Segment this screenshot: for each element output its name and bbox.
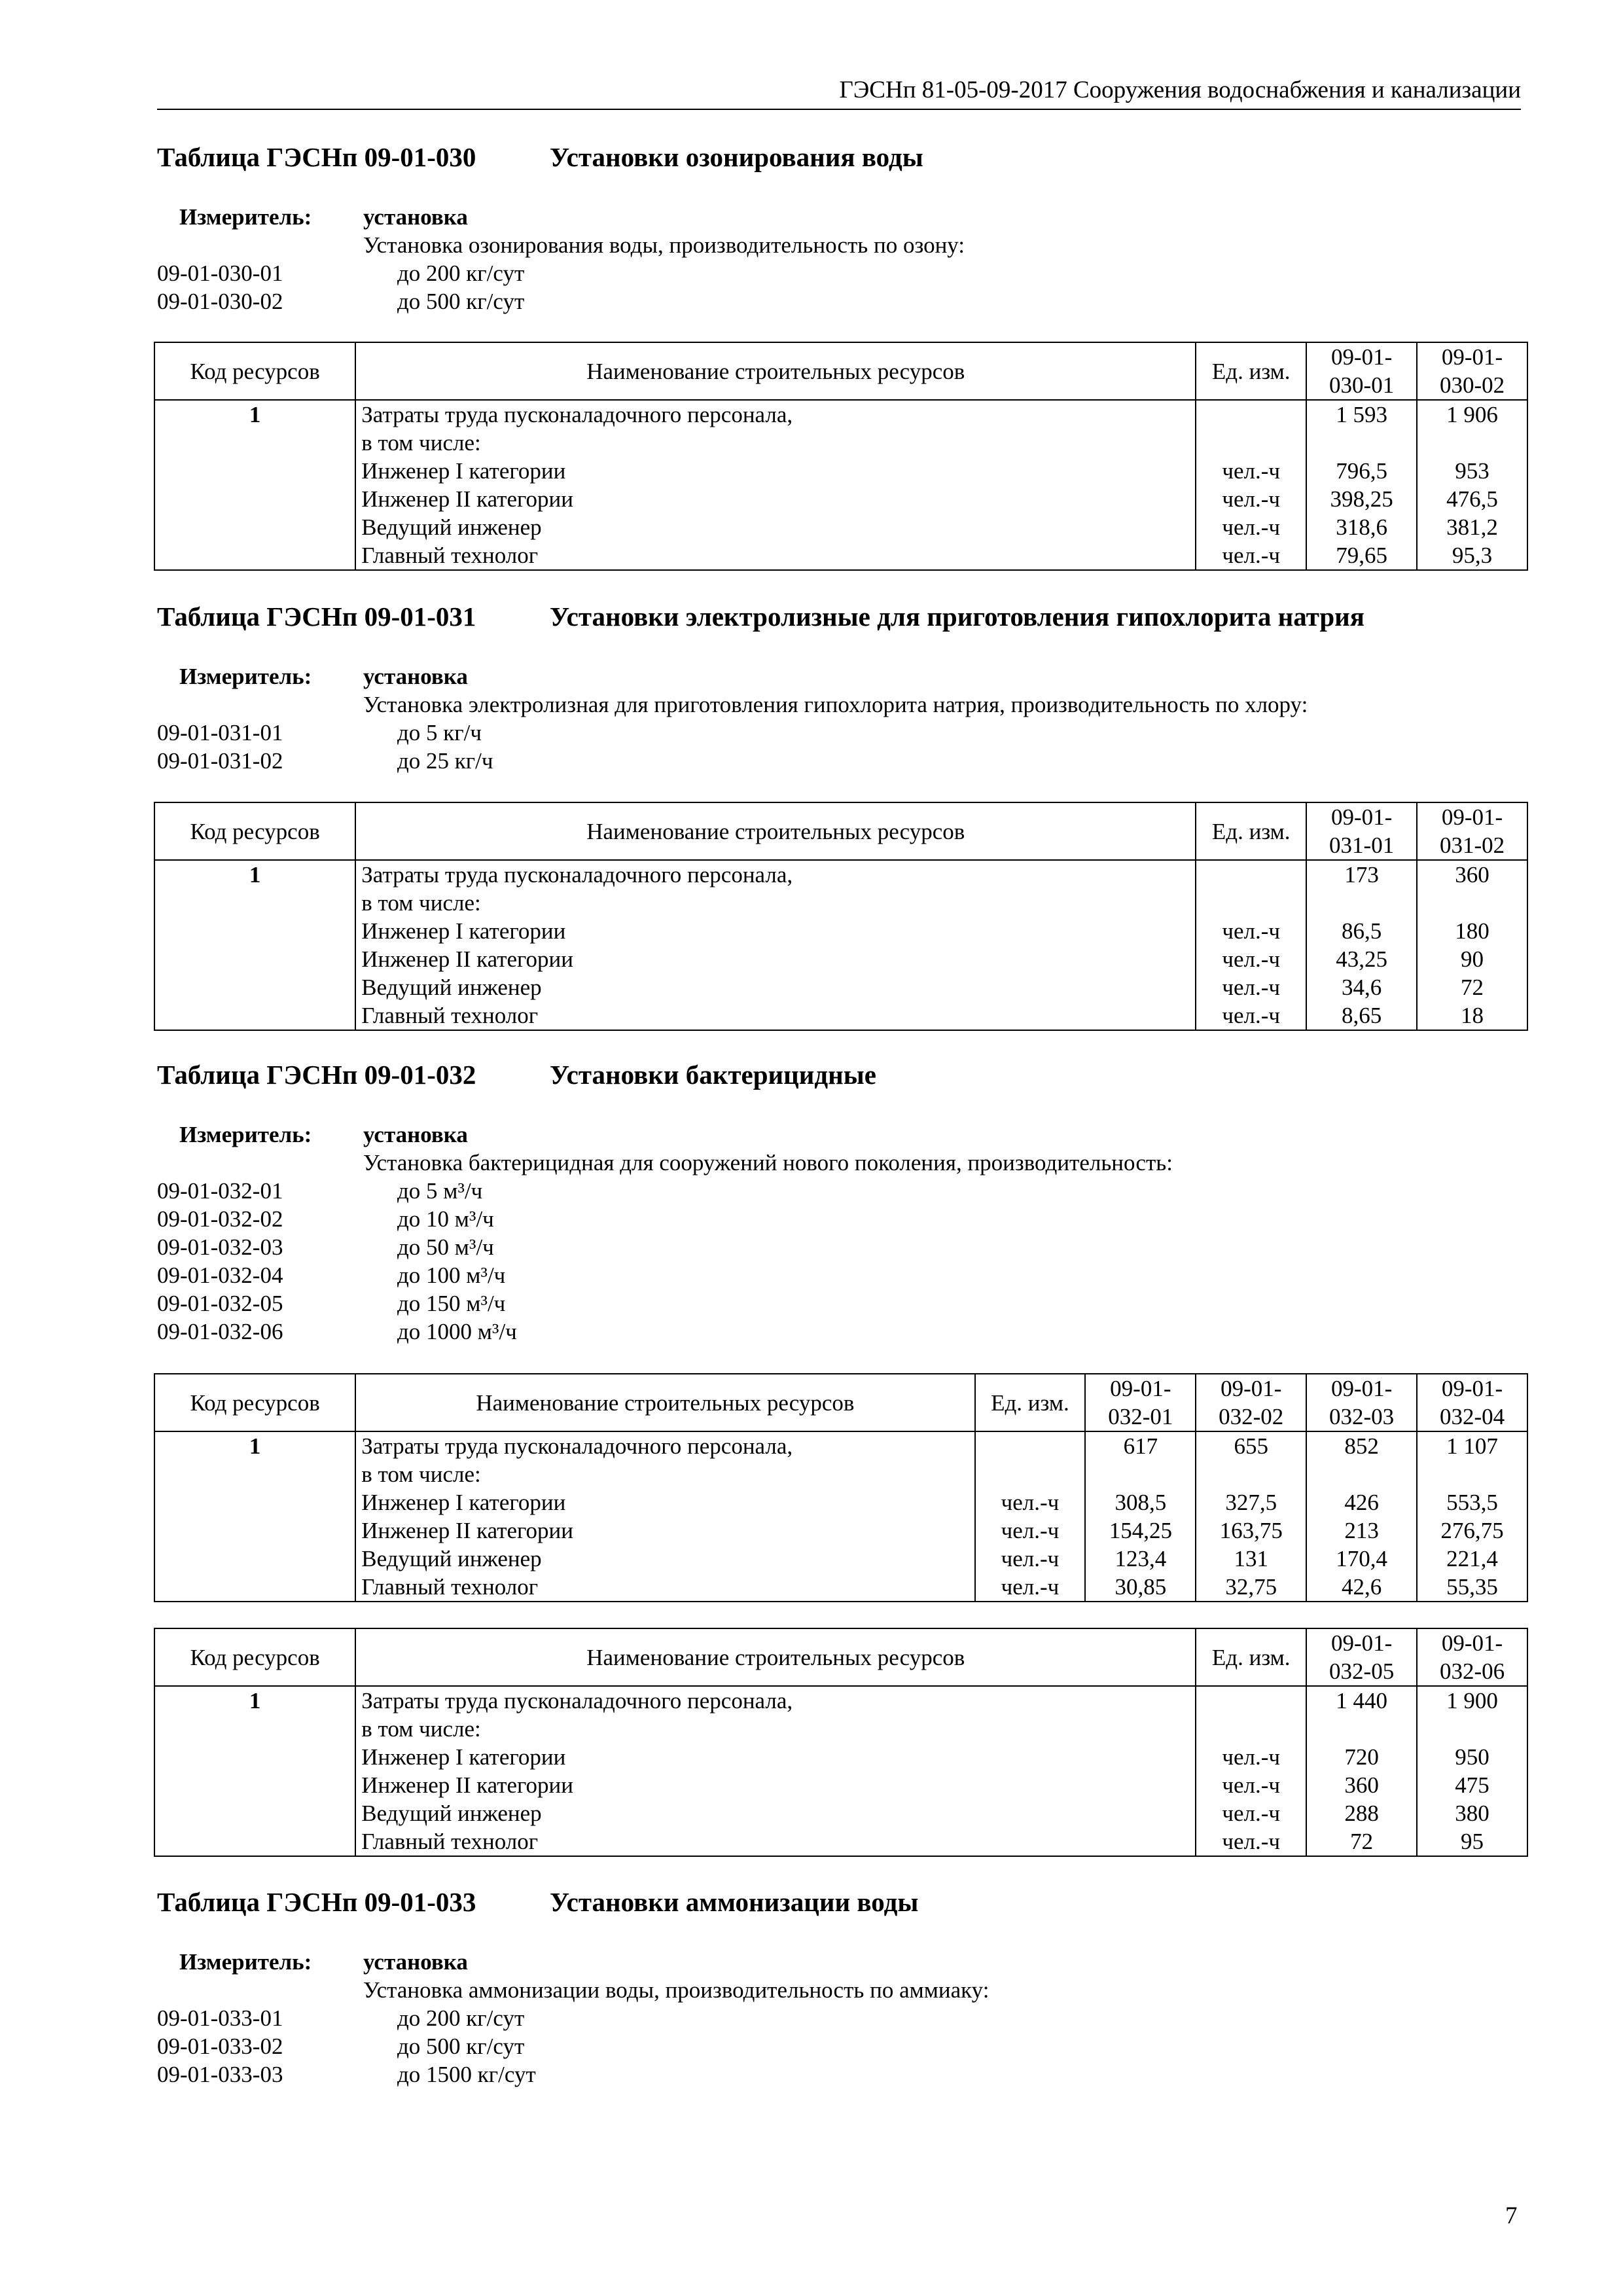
- meter-label: Измеритель:: [179, 1949, 312, 1975]
- col-header-norm: 09-01- 032-03: [1306, 1374, 1417, 1431]
- table-row: в том числе:: [154, 429, 1527, 457]
- table-code: Таблица ГЭСНп 09-01-033: [157, 1887, 476, 1917]
- section-title: [157, 1055, 1531, 1094]
- resource-table-032-b: [154, 1628, 1528, 1857]
- item-text: до 500 кг/сут: [397, 289, 525, 314]
- resource-table-030: [154, 342, 1528, 571]
- meter-description: Установка электролизная для приготовления гипохлорита натрия, производительность по хлору:: [363, 692, 1308, 717]
- section-title: [157, 1882, 1531, 1922]
- section-09-01-032: [157, 1055, 1531, 1346]
- table-row: 1 Затраты труда пусконаладочного персонала, 617 655 852 1 107: [154, 1431, 1527, 1460]
- col-header-norm: 09-01- 031-01: [1306, 802, 1417, 860]
- running-header: [157, 73, 1521, 110]
- col-header-norm: 09-01- 031-02: [1417, 802, 1527, 860]
- page-number: 7: [1505, 2202, 1518, 2229]
- item-text: до 50 м³/ч: [397, 1234, 494, 1260]
- meter-description: Установка озонирования воды, производительность по озону:: [363, 232, 965, 258]
- table-code: Таблица ГЭСНп 09-01-030: [157, 142, 476, 172]
- item-text: до 200 кг/сут: [397, 260, 525, 286]
- item-code: 09-01-032-02: [157, 1206, 283, 1232]
- table-title: Установки озонирования воды: [550, 142, 923, 172]
- meter-block: [157, 203, 1531, 315]
- item-text: до 1000 м³/ч: [397, 1319, 517, 1344]
- item-code: 09-01-032-03: [157, 1234, 283, 1260]
- col-header-norm: 09-01- 032-06: [1417, 1628, 1527, 1686]
- item-code: 09-01-032-04: [157, 1263, 283, 1288]
- col-header-unit: Ед. изм.: [1196, 1628, 1306, 1686]
- item-code: 09-01-032-01: [157, 1178, 283, 1204]
- item-code: 09-01-033-03: [157, 2062, 283, 2087]
- col-header-unit: Ед. изм.: [975, 1374, 1086, 1431]
- table-row: Ведущий инженер чел.-ч 318,6 381,2: [154, 513, 1527, 541]
- col-header-unit: Ед. изм.: [1196, 342, 1306, 400]
- col-header-norm: 09-01- 030-01: [1306, 342, 1417, 400]
- meter-label: Измеритель:: [179, 664, 312, 689]
- col-header-name: Наименование строительных ресурсов: [355, 1374, 974, 1431]
- table-row: 1 Затраты труда пусконаладочного персонала, 1 593 1 906: [154, 400, 1527, 429]
- item-code: 09-01-031-01: [157, 720, 283, 745]
- item-code: 09-01-030-01: [157, 260, 283, 286]
- table-title: Установки аммонизации воды: [550, 1887, 919, 1917]
- col-header-code: Код ресурсов: [154, 802, 355, 860]
- table-row: Инженер I категории чел.-ч 308,5 327,5 426 553,5: [154, 1488, 1527, 1516]
- table-row: Инженер I категории чел.-ч 720 950: [154, 1743, 1527, 1771]
- table-row: Главный технолог чел.-ч 72 95: [154, 1827, 1527, 1856]
- table-row: Инженер II категории чел.-ч 154,25 163,75 213 276,75: [154, 1516, 1527, 1545]
- col-header-name: Наименование строительных ресурсов: [355, 342, 1196, 400]
- meter-block: [157, 1948, 1531, 2089]
- item-code: 09-01-032-05: [157, 1291, 283, 1316]
- col-header-norm: 09-01- 032-04: [1417, 1374, 1527, 1431]
- section-title: [157, 597, 1531, 636]
- item-code: 09-01-031-02: [157, 748, 283, 774]
- table-row: в том числе:: [154, 1460, 1527, 1488]
- table-row: Главный технолог чел.-ч 30,85 32,75 42,6 55,35: [154, 1573, 1527, 1602]
- col-header-name: Наименование строительных ресурсов: [355, 802, 1196, 860]
- table-row: Инженер II категории чел.-ч 43,25 90: [154, 945, 1527, 973]
- col-header-code: Код ресурсов: [154, 1374, 355, 1431]
- meter-block: [157, 662, 1531, 775]
- table-row: Ведущий инженер чел.-ч 288 380: [154, 1799, 1527, 1827]
- col-header-unit: Ед. изм.: [1196, 802, 1306, 860]
- col-header-norm: 09-01- 030-02: [1417, 342, 1527, 400]
- item-text: до 1500 кг/сут: [397, 2062, 536, 2087]
- col-header-code: Код ресурсов: [154, 1628, 355, 1686]
- table-row: Ведущий инженер чел.-ч 34,6 72: [154, 973, 1527, 1001]
- item-code: 09-01-033-01: [157, 2005, 283, 2031]
- table-row: Главный технолог чел.-ч 8,65 18: [154, 1001, 1527, 1030]
- resource-table-031: [154, 802, 1528, 1031]
- table-row: Инженер I категории чел.-ч 86,5 180: [154, 917, 1527, 945]
- meter-description: Установка бактерицидная для сооружений нового поколения, производительность:: [363, 1150, 1173, 1175]
- meter-description: Установка аммонизации воды, производительность по аммиаку:: [363, 1977, 990, 2003]
- item-text: до 5 кг/ч: [397, 720, 482, 745]
- item-text: до 25 кг/ч: [397, 748, 493, 774]
- meter-unit: установка: [363, 664, 468, 689]
- item-text: до 10 м³/ч: [397, 1206, 494, 1232]
- table-row: 1 Затраты труда пусконаладочного персонала, 1 440 1 900: [154, 1686, 1527, 1715]
- table-row: Ведущий инженер чел.-ч 123,4 131 170,4 221,4: [154, 1545, 1527, 1573]
- table-row: в том числе:: [154, 1715, 1527, 1743]
- table-code: Таблица ГЭСНп 09-01-032: [157, 1060, 476, 1090]
- section-09-01-030: [157, 137, 1531, 315]
- resource-table-032-a: [154, 1373, 1528, 1602]
- table-row: Инженер II категории чел.-ч 398,25 476,5: [154, 485, 1527, 513]
- meter-block: [157, 1121, 1531, 1346]
- table-row: в том числе:: [154, 889, 1527, 917]
- col-header-norm: 09-01- 032-05: [1306, 1628, 1417, 1686]
- table-title: Установки электролизные для приготовления гипохлорита натрия: [550, 601, 1364, 632]
- item-text: до 5 м³/ч: [397, 1178, 483, 1204]
- item-text: до 500 кг/сут: [397, 2034, 525, 2059]
- col-header-code: Код ресурсов: [154, 342, 355, 400]
- meter-label: Измеритель:: [179, 1122, 312, 1147]
- col-header-norm: 09-01- 032-02: [1196, 1374, 1306, 1431]
- item-code: 09-01-030-02: [157, 289, 283, 314]
- meter-unit: установка: [363, 204, 468, 230]
- running-header-text: ГЭСНп 81-05-09-2017 Сооружения водоснабжения и канализации: [839, 77, 1521, 103]
- meter-label: Измеритель:: [179, 204, 312, 230]
- meter-unit: установка: [363, 1122, 468, 1147]
- section-09-01-031: [157, 597, 1531, 775]
- table-row: Инженер II категории чел.-ч 360 475: [154, 1771, 1527, 1799]
- item-code: 09-01-033-02: [157, 2034, 283, 2059]
- table-code: Таблица ГЭСНп 09-01-031: [157, 601, 476, 632]
- item-text: до 150 м³/ч: [397, 1291, 506, 1316]
- item-code: 09-01-032-06: [157, 1319, 283, 1344]
- col-header-norm: 09-01- 032-01: [1085, 1374, 1196, 1431]
- section-title: [157, 137, 1531, 177]
- item-text: до 200 кг/сут: [397, 2005, 525, 2031]
- table-row: Главный технолог чел.-ч 79,65 95,3: [154, 541, 1527, 570]
- table-row: Инженер I категории чел.-ч 796,5 953: [154, 457, 1527, 485]
- table-row: 1 Затраты труда пусконаладочного персонала, 173 360: [154, 860, 1527, 889]
- section-09-01-033: [157, 1882, 1531, 2089]
- item-text: до 100 м³/ч: [397, 1263, 506, 1288]
- meter-unit: установка: [363, 1949, 468, 1975]
- table-title: Установки бактерицидные: [550, 1060, 876, 1090]
- col-header-name: Наименование строительных ресурсов: [355, 1628, 1196, 1686]
